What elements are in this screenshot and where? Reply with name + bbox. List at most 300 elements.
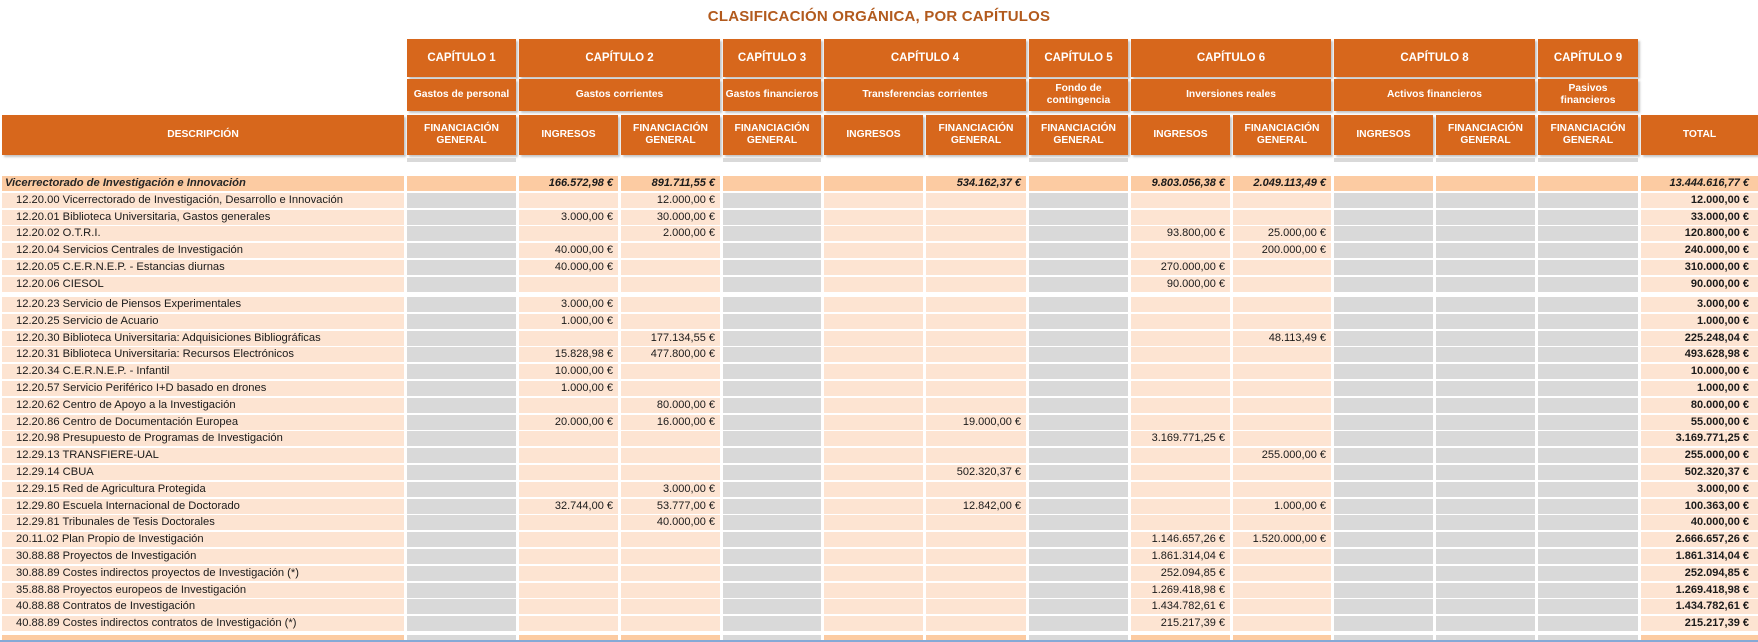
empty-cell-c9fg <box>1538 532 1638 547</box>
empty-cell-c1fg <box>407 415 516 430</box>
empty-cell-c9fg <box>1538 347 1638 362</box>
empty-cell-c4ing <box>824 347 923 362</box>
empty-cell-c3fg <box>723 549 821 564</box>
row-label: 12.20.23 Servicio de Piensos Experimentales <box>2 297 404 312</box>
column-header-c4fg: FINANCIACIÓN GENERAL <box>926 115 1026 155</box>
empty-cell-c1fg <box>407 583 516 598</box>
value-cell-total: 3.000,00 € <box>1641 482 1758 497</box>
empty-cell-c6ing <box>1131 515 1230 530</box>
empty-cell-c5fg <box>1029 515 1128 530</box>
capitulo-header: CAPÍTULO 4 <box>824 39 1026 77</box>
empty-cell-c1fg <box>407 226 516 241</box>
empty-cell-c1fg <box>407 448 516 463</box>
capitulo-header: CAPÍTULO 2 <box>519 39 720 77</box>
empty-cell-c9fg <box>1538 482 1638 497</box>
empty-cell-c6fg <box>1233 515 1331 530</box>
column-header-c6fg: FINANCIACIÓN GENERAL <box>1233 115 1331 155</box>
empty-cell-c1fg <box>407 482 516 497</box>
empty-cell-c8ing <box>1334 549 1433 564</box>
empty-cell-c2ing <box>519 566 618 581</box>
empty-cell-c9fg <box>1538 415 1638 430</box>
row-label: 12.20.02 O.T.R.I. <box>2 226 404 241</box>
empty-cell-c4ing <box>824 431 923 446</box>
empty-cell-c8fg <box>1436 515 1535 530</box>
value-cell-total: 3.169.771,25 € <box>1641 431 1758 446</box>
empty-cell-c1fg <box>407 347 516 362</box>
empty-cell-c8ing <box>1334 176 1433 191</box>
table-row <box>2 566 1758 581</box>
value-cell-total: 10.000,00 € <box>1641 364 1758 379</box>
value-cell-total: 90.000,00 € <box>1641 277 1758 292</box>
empty-cell-c8fg <box>1436 482 1535 497</box>
value-cell-c6ing: 1.861.314,04 € <box>1131 549 1230 564</box>
category-header: Gastos financieros <box>723 79 821 111</box>
value-cell-c6ing: 9.803.056,38 € <box>1131 176 1230 191</box>
empty-cell-c3fg <box>723 277 821 292</box>
value-cell-c2fg: 30.000,00 € <box>621 210 720 225</box>
table-row <box>2 599 1758 614</box>
empty-cell-c3fg <box>723 499 821 514</box>
empty-cell-c8fg <box>1436 297 1535 312</box>
separator-cell <box>1334 158 1433 162</box>
empty-cell-c1fg <box>407 176 516 191</box>
value-cell-c6ing: 270.000,00 € <box>1131 260 1230 275</box>
empty-cell-c3fg <box>723 331 821 346</box>
row-label: 12.20.57 Servicio Periférico I+D basado en drones <box>2 381 404 396</box>
empty-cell-c2ing <box>519 515 618 530</box>
empty-cell-c3fg <box>723 566 821 581</box>
empty-cell-c5fg <box>1029 465 1128 480</box>
empty-cell-c2fg <box>621 566 720 581</box>
empty-cell-c4fg <box>926 314 1026 329</box>
empty-cell-c8fg <box>1436 549 1535 564</box>
empty-cell-c8ing <box>1334 193 1433 208</box>
empty-cell-c9fg <box>1538 616 1638 631</box>
empty-cell-c8ing <box>1334 243 1433 258</box>
empty-cell-c8fg <box>1436 415 1535 430</box>
value-cell-c2fg: 891.711,55 € <box>621 176 720 191</box>
value-cell-c6ing: 1.434.782,61 € <box>1131 599 1230 614</box>
empty-cell-c4ing <box>824 193 923 208</box>
empty-cell-c9fg <box>1538 398 1638 413</box>
value-cell-c6ing: 93.800,00 € <box>1131 226 1230 241</box>
table-row <box>2 381 1758 396</box>
empty-cell-c4fg <box>926 515 1026 530</box>
value-cell-total: 13.444.616,77 € <box>1641 176 1758 191</box>
empty-cell-c6ing <box>1131 482 1230 497</box>
category-header-row <box>2 79 1758 111</box>
row-label: 12.20.06 CIESOL <box>2 277 404 292</box>
empty-cell-c1fg <box>407 210 516 225</box>
empty-cell-c1fg <box>407 599 516 614</box>
empty-cell-c5fg <box>1029 277 1128 292</box>
empty-cell-c3fg <box>723 431 821 446</box>
empty-cell-c4ing <box>824 277 923 292</box>
empty-cell-c5fg <box>1029 431 1128 446</box>
empty-cell-c6ing <box>1131 499 1230 514</box>
separator-cell <box>1641 158 1758 162</box>
row-label: 20.11.02 Plan Propio de Investigación <box>2 532 404 547</box>
empty-cell-c1fg <box>407 260 516 275</box>
empty-cell-c6fg <box>1233 431 1331 446</box>
value-cell-c6ing: 90.000,00 € <box>1131 277 1230 292</box>
value-cell-c2ing: 40.000,00 € <box>519 243 618 258</box>
value-cell-c2fg: 177.134,55 € <box>621 331 720 346</box>
empty-cell-c4ing <box>824 515 923 530</box>
empty-cell-c2fg <box>621 549 720 564</box>
category-header: Fondo de contingencia <box>1029 79 1128 111</box>
category-header: Inversiones reales <box>1131 79 1331 111</box>
value-cell-c2ing: 32.744,00 € <box>519 499 618 514</box>
empty-cell-c6fg <box>1233 599 1331 614</box>
empty-cell-c2fg <box>621 465 720 480</box>
table-row <box>2 549 1758 564</box>
empty-cell-c5fg <box>1029 566 1128 581</box>
empty-cell-c8ing <box>1334 260 1433 275</box>
empty-cell-c8ing <box>1334 331 1433 346</box>
page-title: CLASIFICACIÓN ORGÁNICA, POR CAPÍTULOS <box>707 8 1051 25</box>
empty-cell-c3fg <box>723 398 821 413</box>
empty-cell-c8fg <box>1436 210 1535 225</box>
value-cell-c2ing: 40.000,00 € <box>519 260 618 275</box>
row-label: 12.20.31 Biblioteca Universitaria: Recursos Electrónicos <box>2 347 404 362</box>
empty-cell-c6fg <box>1233 260 1331 275</box>
empty-cell-c4ing <box>824 381 923 396</box>
empty-cell-c1fg <box>407 193 516 208</box>
value-cell-total: 33.000,00 € <box>1641 210 1758 225</box>
empty-cell-c3fg <box>723 381 821 396</box>
value-cell-c2fg: 2.000,00 € <box>621 226 720 241</box>
empty-cell-c3fg <box>723 599 821 614</box>
separator-cell <box>926 158 1026 162</box>
value-cell-total: 1.000,00 € <box>1641 314 1758 329</box>
table-row <box>2 210 1758 225</box>
empty-cell-c3fg <box>723 616 821 631</box>
empty-cell-c5fg <box>1029 314 1128 329</box>
empty-cell-c2fg <box>621 243 720 258</box>
empty-cell-c8fg <box>1436 193 1535 208</box>
empty-cell-c8fg <box>1436 599 1535 614</box>
empty-cell-c9fg <box>1538 448 1638 463</box>
empty-cell-c1fg <box>407 314 516 329</box>
empty-cell-c6ing <box>1131 398 1230 413</box>
empty-cell-c5fg <box>1029 415 1128 430</box>
empty-cell-c6ing <box>1131 297 1230 312</box>
empty-cell-c6ing <box>1131 381 1230 396</box>
empty-cell-c1fg <box>407 297 516 312</box>
empty-cell-c9fg <box>1538 515 1638 530</box>
row-label: 12.20.30 Biblioteca Universitaria: Adquisiciones Bibliográficas <box>2 331 404 346</box>
row-label: 40.88.88 Contratos de Investigación <box>2 599 404 614</box>
empty-cell-c4ing <box>824 465 923 480</box>
empty-cell-c8fg <box>1436 347 1535 362</box>
empty-cell-c3fg <box>723 226 821 241</box>
row-label: 12.20.04 Servicios Centrales de Investigación <box>2 243 404 258</box>
empty-cell-c3fg <box>723 243 821 258</box>
empty-cell-c8ing <box>1334 210 1433 225</box>
empty-cell-c6fg <box>1233 381 1331 396</box>
value-cell-c6fg: 2.049.113,49 € <box>1233 176 1331 191</box>
empty-cell-c4fg <box>926 549 1026 564</box>
value-cell-total: 310.000,00 € <box>1641 260 1758 275</box>
row-label: 35.88.88 Proyectos europeos de Investigación <box>2 583 404 598</box>
empty-cell-c6ing <box>1131 347 1230 362</box>
empty-cell-c3fg <box>723 347 821 362</box>
empty-cell-c4ing <box>824 364 923 379</box>
empty-cell-c3fg <box>723 583 821 598</box>
empty-cell-c4fg <box>926 331 1026 346</box>
empty-cell-c8ing <box>1334 364 1433 379</box>
empty-cell-c3fg <box>723 260 821 275</box>
empty-cell-c4fg <box>926 583 1026 598</box>
value-cell-c6fg: 200.000,00 € <box>1233 243 1331 258</box>
column-header-c6ing: INGRESOS <box>1131 115 1230 155</box>
empty-cell-c4fg <box>926 243 1026 258</box>
empty-cell-c8fg <box>1436 465 1535 480</box>
group-row <box>2 176 1758 191</box>
empty-cell-c1fg <box>407 364 516 379</box>
empty-cell-c4fg <box>926 482 1026 497</box>
empty-cell-c9fg <box>1538 549 1638 564</box>
column-header-total: TOTAL <box>1641 115 1758 155</box>
empty-cell-c4ing <box>824 260 923 275</box>
empty-cell-c5fg <box>1029 398 1128 413</box>
empty-cell-c2ing <box>519 583 618 598</box>
table-row <box>2 465 1758 480</box>
empty-cell-c8fg <box>1436 616 1535 631</box>
empty-cell-c8ing <box>1334 616 1433 631</box>
value-cell-c4fg: 534.162,37 € <box>926 176 1026 191</box>
value-cell-total: 80.000,00 € <box>1641 398 1758 413</box>
table-row <box>2 515 1758 530</box>
table-row <box>2 448 1758 463</box>
value-cell-c6fg: 48.113,49 € <box>1233 331 1331 346</box>
column-header-c3fg: FINANCIACIÓN GENERAL <box>723 115 821 155</box>
empty-cell-c2fg <box>621 599 720 614</box>
empty-cell-c5fg <box>1029 532 1128 547</box>
value-cell-c4fg: 19.000,00 € <box>926 415 1026 430</box>
empty-cell-c9fg <box>1538 583 1638 598</box>
empty-cell-c9fg <box>1538 499 1638 514</box>
empty-cell-c4ing <box>824 297 923 312</box>
empty-cell-c2fg <box>621 431 720 446</box>
empty-cell-c5fg <box>1029 193 1128 208</box>
empty-cell-c9fg <box>1538 314 1638 329</box>
empty-cell-c2fg <box>621 260 720 275</box>
value-cell-c2fg: 16.000,00 € <box>621 415 720 430</box>
empty-cell-c4ing <box>824 226 923 241</box>
empty-cell-c6fg <box>1233 482 1331 497</box>
empty-cell-c4fg <box>926 226 1026 241</box>
empty-cell-c8fg <box>1436 314 1535 329</box>
table-row <box>2 415 1758 430</box>
row-label: 12.29.14 CBUA <box>2 465 404 480</box>
table-body <box>0 176 1758 631</box>
empty-cell-c4ing <box>824 583 923 598</box>
empty-cell-c2ing <box>519 193 618 208</box>
empty-cell-c8ing <box>1334 532 1433 547</box>
row-label: 12.20.34 C.E.R.N.E.P. - Infantil <box>2 364 404 379</box>
value-cell-total: 255.000,00 € <box>1641 448 1758 463</box>
value-cell-c2ing: 3.000,00 € <box>519 210 618 225</box>
empty-cell-c1fg <box>407 465 516 480</box>
empty-cell-c4fg <box>926 616 1026 631</box>
value-cell-c2fg: 3.000,00 € <box>621 482 720 497</box>
separator-cell <box>1538 158 1638 162</box>
empty-cell-c2ing <box>519 482 618 497</box>
empty-cell-c8fg <box>1436 566 1535 581</box>
empty-cell-c4ing <box>824 331 923 346</box>
empty-cell-c8ing <box>1334 398 1433 413</box>
empty-cell-c4fg <box>926 532 1026 547</box>
value-cell-c6ing: 215.217,39 € <box>1131 616 1230 631</box>
empty-cell-c3fg <box>723 482 821 497</box>
separator-cell <box>1131 158 1230 162</box>
empty-cell-c2ing <box>519 277 618 292</box>
category-header: Pasivos financieros <box>1538 79 1638 111</box>
empty-cell-c4fg <box>926 381 1026 396</box>
row-label: 12.20.98 Presupuesto de Programas de Investigación <box>2 431 404 446</box>
column-header-row <box>2 115 1758 155</box>
column-header-c5fg: FINANCIACIÓN GENERAL <box>1029 115 1128 155</box>
value-cell-total: 2.666.657,26 € <box>1641 532 1758 547</box>
column-header-c2ing: INGRESOS <box>519 115 618 155</box>
empty-cell-c4ing <box>824 499 923 514</box>
empty-cell-c8fg <box>1436 277 1535 292</box>
empty-cell-c6ing <box>1131 193 1230 208</box>
value-cell-total: 40.000,00 € <box>1641 515 1758 530</box>
row-label: 12.29.81 Tribunales de Tesis Doctorales <box>2 515 404 530</box>
empty-cell-c6fg <box>1233 398 1331 413</box>
empty-cell-c9fg <box>1538 210 1638 225</box>
value-cell-c6ing: 3.169.771,25 € <box>1131 431 1230 446</box>
empty-cell-c8fg <box>1436 364 1535 379</box>
value-cell-c2ing: 3.000,00 € <box>519 297 618 312</box>
capitulo-header: CAPÍTULO 6 <box>1131 39 1331 77</box>
column-header-c1fg: FINANCIACIÓN GENERAL <box>407 115 516 155</box>
separator-cell <box>407 158 516 162</box>
empty-cell-c2ing <box>519 448 618 463</box>
empty-cell-c5fg <box>1029 583 1128 598</box>
empty-cell-c6ing <box>1131 465 1230 480</box>
empty-cell-c4ing <box>824 599 923 614</box>
empty-cell-c3fg <box>723 193 821 208</box>
empty-cell-c2fg <box>621 277 720 292</box>
empty-cell-c9fg <box>1538 226 1638 241</box>
table-row <box>2 499 1758 514</box>
capitulo-header: CAPÍTULO 8 <box>1334 39 1535 77</box>
empty-cell-c2ing <box>519 431 618 446</box>
empty-cell-c9fg <box>1538 381 1638 396</box>
empty-cell-c6fg <box>1233 364 1331 379</box>
separator-cell <box>1029 158 1128 162</box>
capitulo-header: CAPÍTULO 9 <box>1538 39 1638 77</box>
empty-cell-c6fg <box>1233 583 1331 598</box>
empty-cell-c1fg <box>407 243 516 258</box>
empty-cell-c8ing <box>1334 314 1433 329</box>
value-cell-c6ing: 1.269.418,98 € <box>1131 583 1230 598</box>
empty-cell-c4fg <box>926 210 1026 225</box>
empty-cell-c3fg <box>723 415 821 430</box>
empty-cell-c8fg <box>1436 448 1535 463</box>
empty-cell-c8fg <box>1436 583 1535 598</box>
empty-cell-c4fg <box>926 599 1026 614</box>
empty-cell-c6fg <box>1233 566 1331 581</box>
empty-cell-c6fg <box>1233 193 1331 208</box>
column-header-c4ing: INGRESOS <box>824 115 923 155</box>
empty-cell-c9fg <box>1538 297 1638 312</box>
empty-cell-c8fg <box>1436 260 1535 275</box>
table-row <box>2 347 1758 362</box>
table-row <box>2 398 1758 413</box>
value-cell-total: 225.248,04 € <box>1641 331 1758 346</box>
empty-cell-c2ing <box>519 331 618 346</box>
empty-cell-c8ing <box>1334 499 1433 514</box>
column-header-c8fg: FINANCIACIÓN GENERAL <box>1436 115 1535 155</box>
empty-cell-c5fg <box>1029 616 1128 631</box>
empty-cell-c4ing <box>824 176 923 191</box>
empty-cell-c4fg <box>926 277 1026 292</box>
empty-cell-c6ing <box>1131 364 1230 379</box>
empty-cell-c2fg <box>621 297 720 312</box>
empty-cell-c8ing <box>1334 465 1433 480</box>
empty-cell-c4fg <box>926 431 1026 446</box>
empty-cell-c6fg <box>1233 277 1331 292</box>
value-cell-c6ing: 1.146.657,26 € <box>1131 532 1230 547</box>
capitulo-header-row <box>2 39 1758 77</box>
row-label: 12.20.62 Centro de Apoyo a la Investigación <box>2 398 404 413</box>
empty-cell-c2fg <box>621 381 720 396</box>
empty-cell-c8ing <box>1334 381 1433 396</box>
empty-cell-c3fg <box>723 515 821 530</box>
empty-cell-c1fg <box>407 331 516 346</box>
table-row <box>2 193 1758 208</box>
empty-cell-c8ing <box>1334 431 1433 446</box>
category-header: Transferencias corrientes <box>824 79 1026 111</box>
empty-cell-c2ing <box>519 532 618 547</box>
separator-cell <box>519 158 618 162</box>
empty-cell-c6fg <box>1233 314 1331 329</box>
separator-cell <box>1233 158 1331 162</box>
row-label: 12.20.86 Centro de Documentación Europea <box>2 415 404 430</box>
empty-cell-c8fg <box>1436 532 1535 547</box>
empty-cell-c4fg <box>926 448 1026 463</box>
empty-cell-c8ing <box>1334 226 1433 241</box>
column-header-c2fg: FINANCIACIÓN GENERAL <box>621 115 720 155</box>
empty-cell-c9fg <box>1538 193 1638 208</box>
empty-cell-c5fg <box>1029 176 1128 191</box>
empty-cell-c5fg <box>1029 210 1128 225</box>
table-row <box>2 331 1758 346</box>
empty-cell-c6fg <box>1233 616 1331 631</box>
value-cell-total: 12.000,00 € <box>1641 193 1758 208</box>
empty-cell-c3fg <box>723 314 821 329</box>
empty-cell-c4ing <box>824 448 923 463</box>
value-cell-total: 240.000,00 € <box>1641 243 1758 258</box>
value-cell-total: 55.000,00 € <box>1641 415 1758 430</box>
empty-cell-c2fg <box>621 448 720 463</box>
empty-cell-c4ing <box>824 243 923 258</box>
empty-cell-c1fg <box>407 566 516 581</box>
value-cell-c2fg: 477.800,00 € <box>621 347 720 362</box>
empty-cell-c2fg <box>621 532 720 547</box>
empty-cell-c5fg <box>1029 260 1128 275</box>
value-cell-total: 120.800,00 € <box>1641 226 1758 241</box>
empty-cell-c6ing <box>1131 243 1230 258</box>
value-cell-total: 493.628,98 € <box>1641 347 1758 362</box>
row-label: 12.20.25 Servicio de Acuario <box>2 314 404 329</box>
value-cell-total: 215.217,39 € <box>1641 616 1758 631</box>
